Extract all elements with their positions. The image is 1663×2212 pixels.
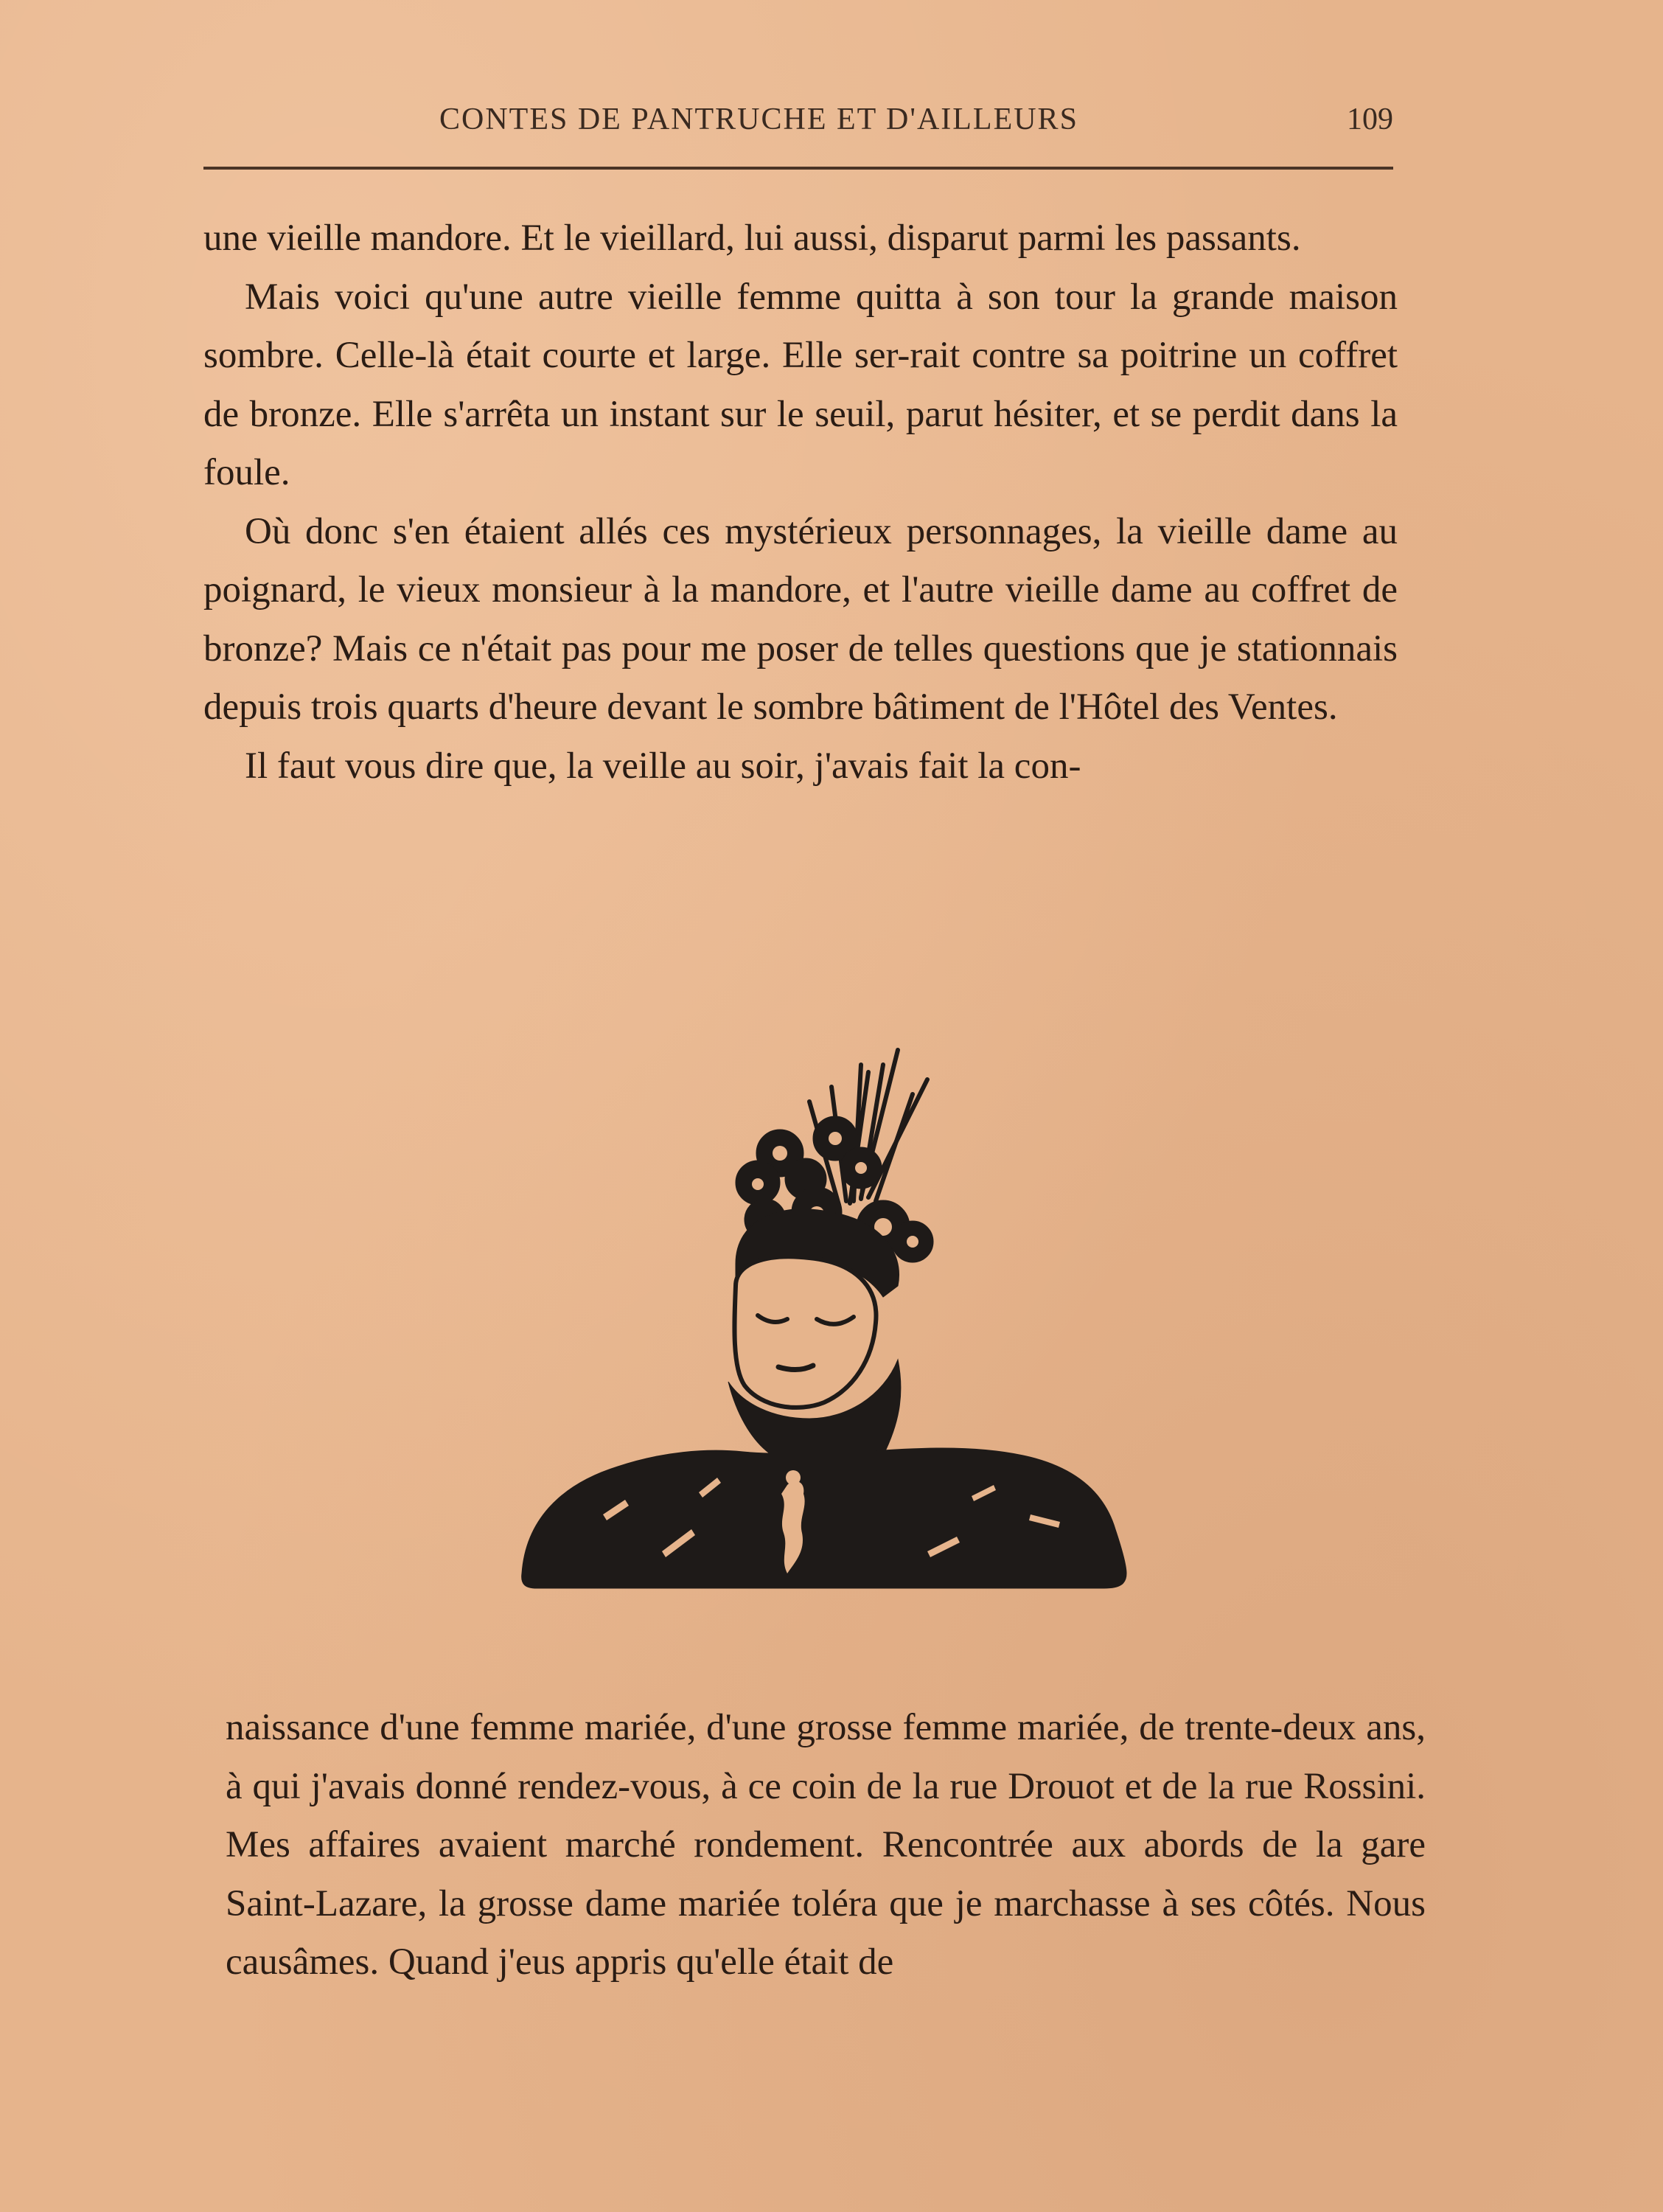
- paragraph: une vieille mandore. Et le vieillard, lui aussi, disparut parmi les passants.: [203, 218, 1301, 259]
- paragraph: Il faut vous dire que, la veille au soir, j'avais fait la con-: [245, 745, 1081, 787]
- paragraph: Mais voici qu'une autre vieille femme quitta à son tour la grande maison sombre. Celle-là était courte et large. Elle ser-rait contre sa poitrine un coffret de bronze. Elle s'arrêta un instant sur le seuil, parut hésiter, et se perdit dans la foule.: [203, 276, 1398, 493]
- header-rule: [203, 167, 1393, 170]
- body-text-lower: [226, 1699, 1426, 1992]
- woodcut-woman-portrait-icon: [515, 1043, 1141, 1603]
- paragraph: naissance d'une femme mariée, d'une grosse femme mariée, de trente-deux ans, à qui j'avais donné rendez-vous, à ce coin de la rue Drouot et de la rue Rossini. Mes affaires avaient marché rondement. Rencontrée aux abords de la gare Saint-Lazare, la grosse dame mariée toléra que je marchasse à ses côtés. Nous causâmes. Quand j'eus appris qu'elle était de: [226, 1707, 1426, 1983]
- body-text-upper: [203, 209, 1398, 796]
- running-header: [203, 102, 1393, 146]
- running-title: CONTES DE PANTRUCHE ET D'AILLEURS: [439, 102, 1078, 136]
- paragraph: Où donc s'en étaient allés ces mystérieux personnages, la vieille dame au poignard, le vieux monsieur à la mandore, et l'autre vieille dame au coffret de bronze? Mais ce n'était pas pour me poser de telles questions que je stationnais depuis trois quarts d'heure devant le sombre bâtiment de l'Hôtel des Ventes.: [203, 510, 1398, 728]
- page-number: 109: [1347, 102, 1393, 136]
